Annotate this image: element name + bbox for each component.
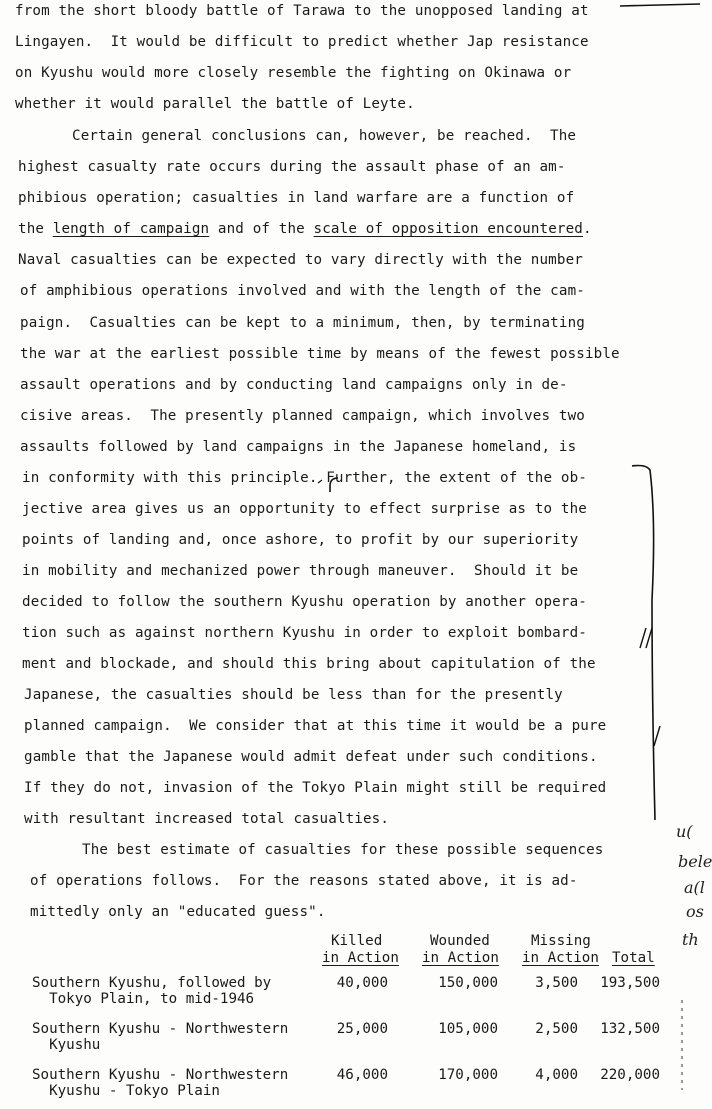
row-label: Southern Kyushu, followed by xyxy=(32,975,272,991)
text-line: cisive areas. The presently planned campaign, which involves two xyxy=(20,408,585,424)
cell-total: 220,000 xyxy=(600,1067,660,1083)
header-missing-line2: in Action xyxy=(522,950,599,966)
row-label: Tokyo Plain, to mid-1946 xyxy=(32,991,255,1007)
double-slash-mark xyxy=(640,628,652,648)
header-missing-line1: Missing xyxy=(531,933,591,949)
text-line: Naval casualties can be expected to vary directly with the number xyxy=(18,252,583,268)
handwritten-note: a(l xyxy=(684,878,705,897)
handwritten-note: os xyxy=(686,902,704,921)
text-line: from the short bloody battle of Tarawa to the unopposed landing at xyxy=(15,3,589,19)
cell-missing: 3,500 xyxy=(535,975,578,991)
cell-killed: 40,000 xyxy=(336,975,388,991)
text-line xyxy=(18,220,592,238)
text-line: in mobility and mechanized power through maneuver. Should it be xyxy=(22,563,579,579)
text-line: planned campaign. We consider that at this time it would be a pure xyxy=(24,718,607,734)
header-killed-line1: Killed xyxy=(331,933,383,949)
text-line: of operations follows. For the reasons stated above, it is ad- xyxy=(30,873,578,889)
header-wounded-line1: Wounded xyxy=(430,933,490,949)
text-line: in conformity with this principle. Further, the extent of the ob- xyxy=(22,470,587,486)
text-line: The best estimate of casualties for these possible sequences xyxy=(82,842,604,858)
header-wounded-line2: in Action xyxy=(422,950,499,966)
text-fragment: and of the xyxy=(209,221,314,237)
text-line: Certain general conclusions can, however, be reached. The xyxy=(72,128,577,144)
text-line: assaults followed by land campaigns in the Japanese homeland, is xyxy=(20,439,577,455)
text-line: tion such as against northern Kyushu in order to exploit bombard- xyxy=(22,625,587,641)
row-label: Southern Kyushu - Northwestern xyxy=(32,1067,289,1083)
text-line: ment and blockade, and should this bring about capitulation of the xyxy=(22,656,596,672)
text-line: points of landing and, once ashore, to profit by our superiority xyxy=(22,532,579,548)
header-killed-line2: in Action xyxy=(322,950,399,966)
margin-line xyxy=(632,466,655,821)
cell-wounded: 105,000 xyxy=(438,1021,498,1037)
row-label: Southern Kyushu - Northwestern xyxy=(32,1021,289,1037)
cell-wounded: 170,000 xyxy=(438,1067,498,1083)
text-line: of amphibious operations involved and with the length of the cam- xyxy=(20,283,585,299)
row-label: Kyushu xyxy=(32,1037,101,1053)
handwritten-note: u( xyxy=(676,822,693,841)
text-line: paign. Casualties can be kept to a minimum, then, by terminating xyxy=(20,315,585,331)
text-line: gamble that the Japanese would admit defeat under such conditions. xyxy=(24,749,598,765)
text-line: If they do not, invasion of the Tokyo Plain might still be required xyxy=(24,780,607,796)
text-fragment: the xyxy=(18,221,53,237)
text-line: decided to follow the southern Kyushu operation by another opera- xyxy=(22,594,587,610)
text-line: phibious operation; casualties in land warfare are a function of xyxy=(18,190,575,206)
text-line: jective area gives us an opportunity to effect surprise as to the xyxy=(22,501,587,517)
cell-total: 132,500 xyxy=(600,1021,660,1037)
text-line: mittedly only an "educated guess". xyxy=(30,904,326,920)
text-line: with resultant increased total casualties. xyxy=(24,811,390,827)
handwritten-note: bele xyxy=(678,852,712,871)
handwritten-note: th xyxy=(682,930,699,949)
cell-killed: 46,000 xyxy=(336,1067,388,1083)
text-line: Lingayen. It would be difficult to predict whether Jap resistance xyxy=(15,34,589,50)
text-line: Japanese, the casualties should be less than for the presently xyxy=(24,687,563,703)
cell-wounded: 150,000 xyxy=(438,975,498,991)
text-fragment: . xyxy=(583,221,592,237)
text-line: the war at the earliest possible time by means of the fewest possible xyxy=(20,346,620,362)
header-total: Total xyxy=(612,950,655,966)
top-ink-stroke xyxy=(620,4,700,6)
underlined-phrase: length of campaign xyxy=(52,221,210,237)
cell-total: 193,500 xyxy=(600,975,660,991)
cell-missing: 2,500 xyxy=(535,1021,578,1037)
text-line: highest casualty rate occurs during the assault phase of an am- xyxy=(18,159,566,175)
slash-mark xyxy=(654,726,660,746)
text-line: on Kyushu would more closely resemble the fighting on Okinawa or xyxy=(15,65,572,81)
cell-missing: 4,000 xyxy=(535,1067,578,1083)
row-label: Kyushu - Tokyo Plain xyxy=(32,1083,220,1099)
cell-killed: 25,000 xyxy=(336,1021,388,1037)
text-line: assault operations and by conducting land campaigns only in de- xyxy=(20,377,568,393)
underlined-phrase: scale of opposition encountered xyxy=(313,221,583,237)
text-line: whether it would parallel the battle of Leyte. xyxy=(15,96,415,112)
